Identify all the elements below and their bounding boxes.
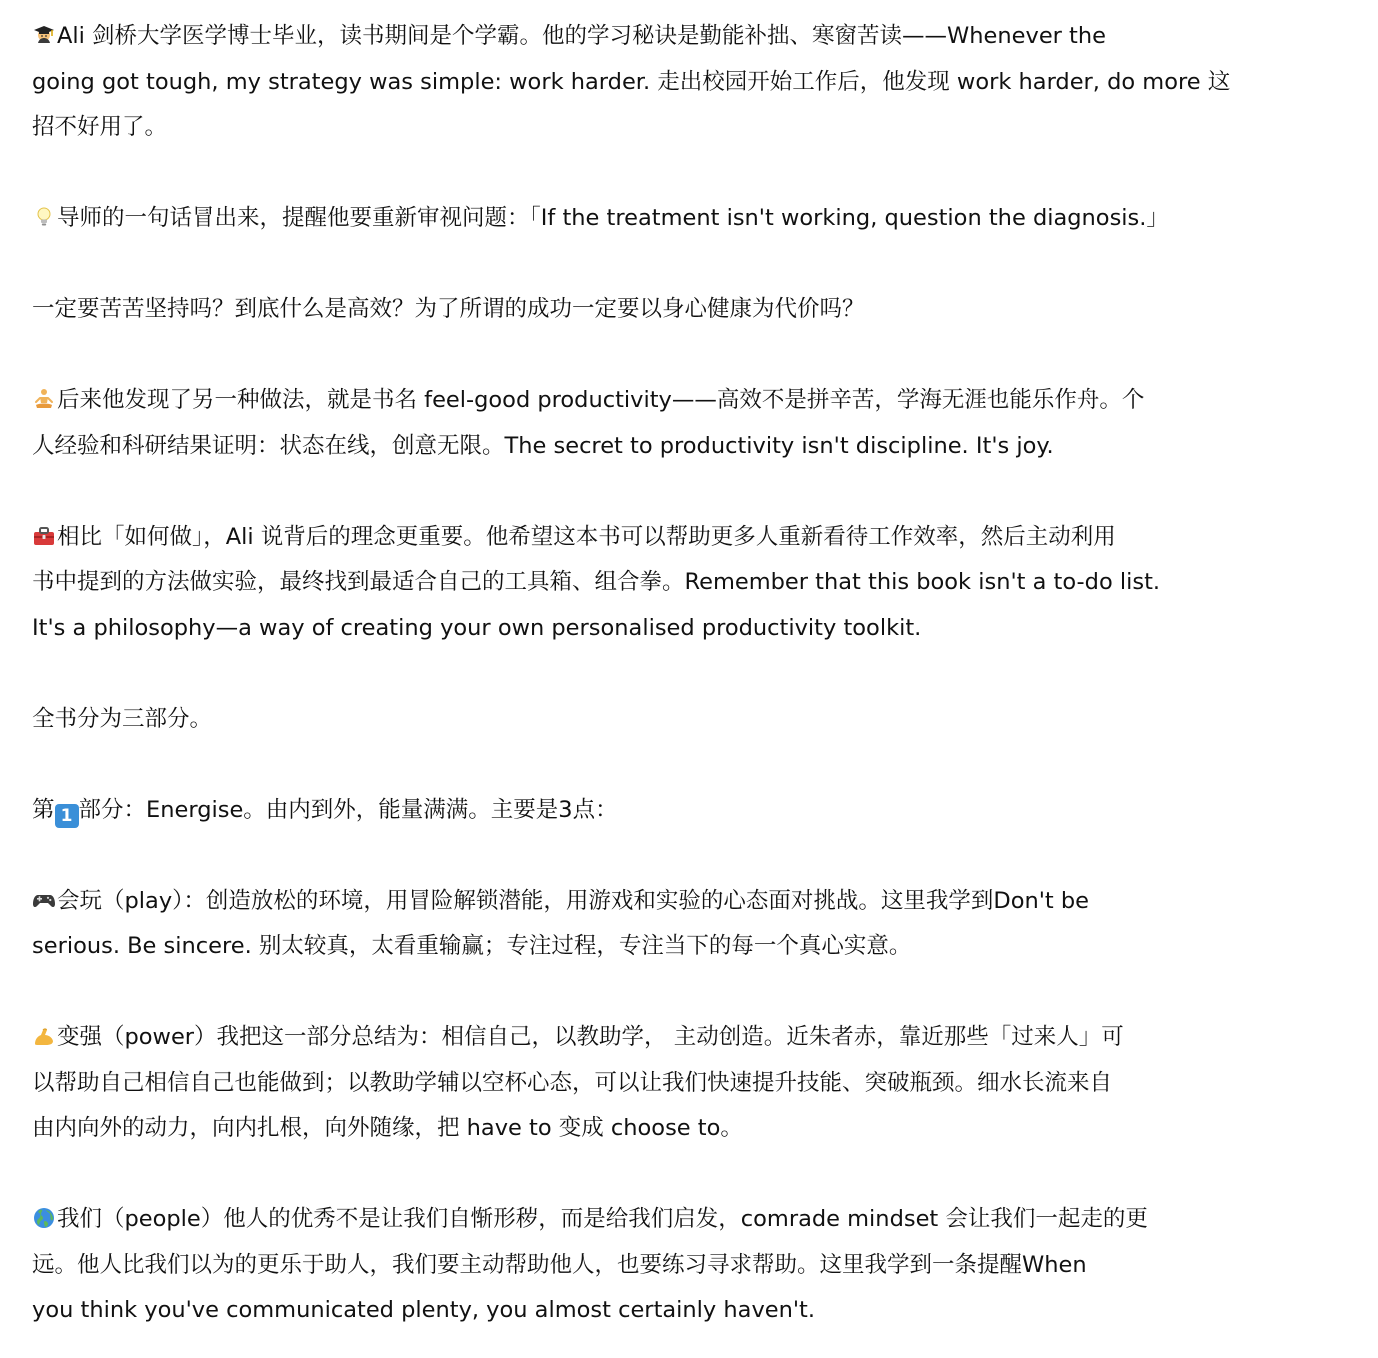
paragraph-three-parts xyxy=(32,697,1252,743)
globe-icon xyxy=(32,1206,56,1230)
meditation-icon xyxy=(32,387,56,411)
text-line: 书中提到的方法做实验，最终找到最适合自己的工具箱、组合拳。Remember that this book isn't a to-do list. xyxy=(32,569,1161,595)
graduate-icon xyxy=(32,23,56,47)
text-line: 由内向外的动力，向内扎根，向外随缘，把 have to 变成 choose to。 xyxy=(32,1115,743,1141)
paragraph-people xyxy=(32,1197,1252,1334)
text-line: 一定要苦苦坚持吗？到底什么是高效？为了所谓的成功一定要以身心健康为代价吗？ xyxy=(32,296,865,322)
toolbox-icon xyxy=(32,524,56,548)
text-line: 导师的一句话冒出来，提醒他要重新审视问题：「If the treatment isn't working, question the diagnosis.」 xyxy=(32,196,1252,242)
text-line: you think you've communicated plenty, you almost certainly haven't. xyxy=(32,1297,816,1323)
paragraph-part-one xyxy=(32,788,1252,834)
text-line: 我们（people）他人的优秀不是让我们自惭形秽，而是给我们启发，comrade mindset 会让我们一起走的更 xyxy=(32,1197,1252,1243)
text-line: 远。他人比我们以为的更乐于助人，我们要主动帮助他人，也要练习寻求帮助。这里我学到一条提醒When xyxy=(32,1251,1087,1278)
text-line: Ali 剑桥大学医学博士毕业，读书期间是个学霸。他的学习秘诀是勤能补拙、寒窗苦读——Whenever the xyxy=(32,14,1252,60)
flexed-biceps-icon xyxy=(32,1024,56,1048)
paragraph-feel-good xyxy=(32,378,1252,469)
paragraph-mentor-quote xyxy=(32,196,1252,242)
text-line: 人经验和科研结果证明：状态在线，创意无限。The secret to productivity isn't discipline. It's joy. xyxy=(32,432,1054,459)
paragraph-questions xyxy=(32,287,1252,333)
text-line: 以帮助自己相信自己也能做到；以教助学辅以空杯心态，可以让我们快速提升技能、突破瓶颈。细水长流来自 xyxy=(32,1069,1113,1096)
text-line: serious. Be sincere. 别太较真，太看重输赢；专注过程，专注当下的每一个真心实意。 xyxy=(32,933,912,959)
article-body xyxy=(32,14,1252,1334)
paragraph-power xyxy=(32,1015,1252,1152)
text-line: 变强（power）我把这一部分总结为：相信自己，以教助学， 主动创造。近朱者赤，靠近那些「过来人」可 xyxy=(32,1015,1252,1061)
text-line: 全书分为三部分。 xyxy=(32,705,213,732)
text-line: 第 1 部分：Energise。由内到外，能量满满。主要是3点： xyxy=(32,796,618,826)
text-line: going got tough, my strategy was simple: work harder. 走出校园开始工作后，他发现 work harder, do more 这 xyxy=(32,68,1231,95)
text-line: 会玩（play）：创造放松的环境，用冒险解锁潜能，用游戏和实验的心态面对挑战。这里我学到Don't be xyxy=(32,879,1252,925)
lightbulb-icon xyxy=(32,205,56,229)
paragraph-play xyxy=(32,879,1252,970)
text-line: 招不好用了。 xyxy=(32,114,168,140)
game-controller-icon xyxy=(32,888,56,912)
keycap-digit-one-icon: 1 xyxy=(55,804,79,828)
text-line: 相比「如何做」，Ali 说背后的理念更重要。他希望这本书可以帮助更多人重新看待工作效率，然后主动利用 xyxy=(32,515,1252,561)
text-line: It's a philosophy—a way of creating your own personalised productivity toolkit. xyxy=(32,614,922,641)
paragraph-intro xyxy=(32,14,1252,151)
text-line: 后来他发现了另一种做法，就是书名 feel-good productivity——高效不是拼辛苦，学海无涯也能乐作舟。个 xyxy=(32,378,1252,424)
paragraph-philosophy xyxy=(32,515,1252,652)
